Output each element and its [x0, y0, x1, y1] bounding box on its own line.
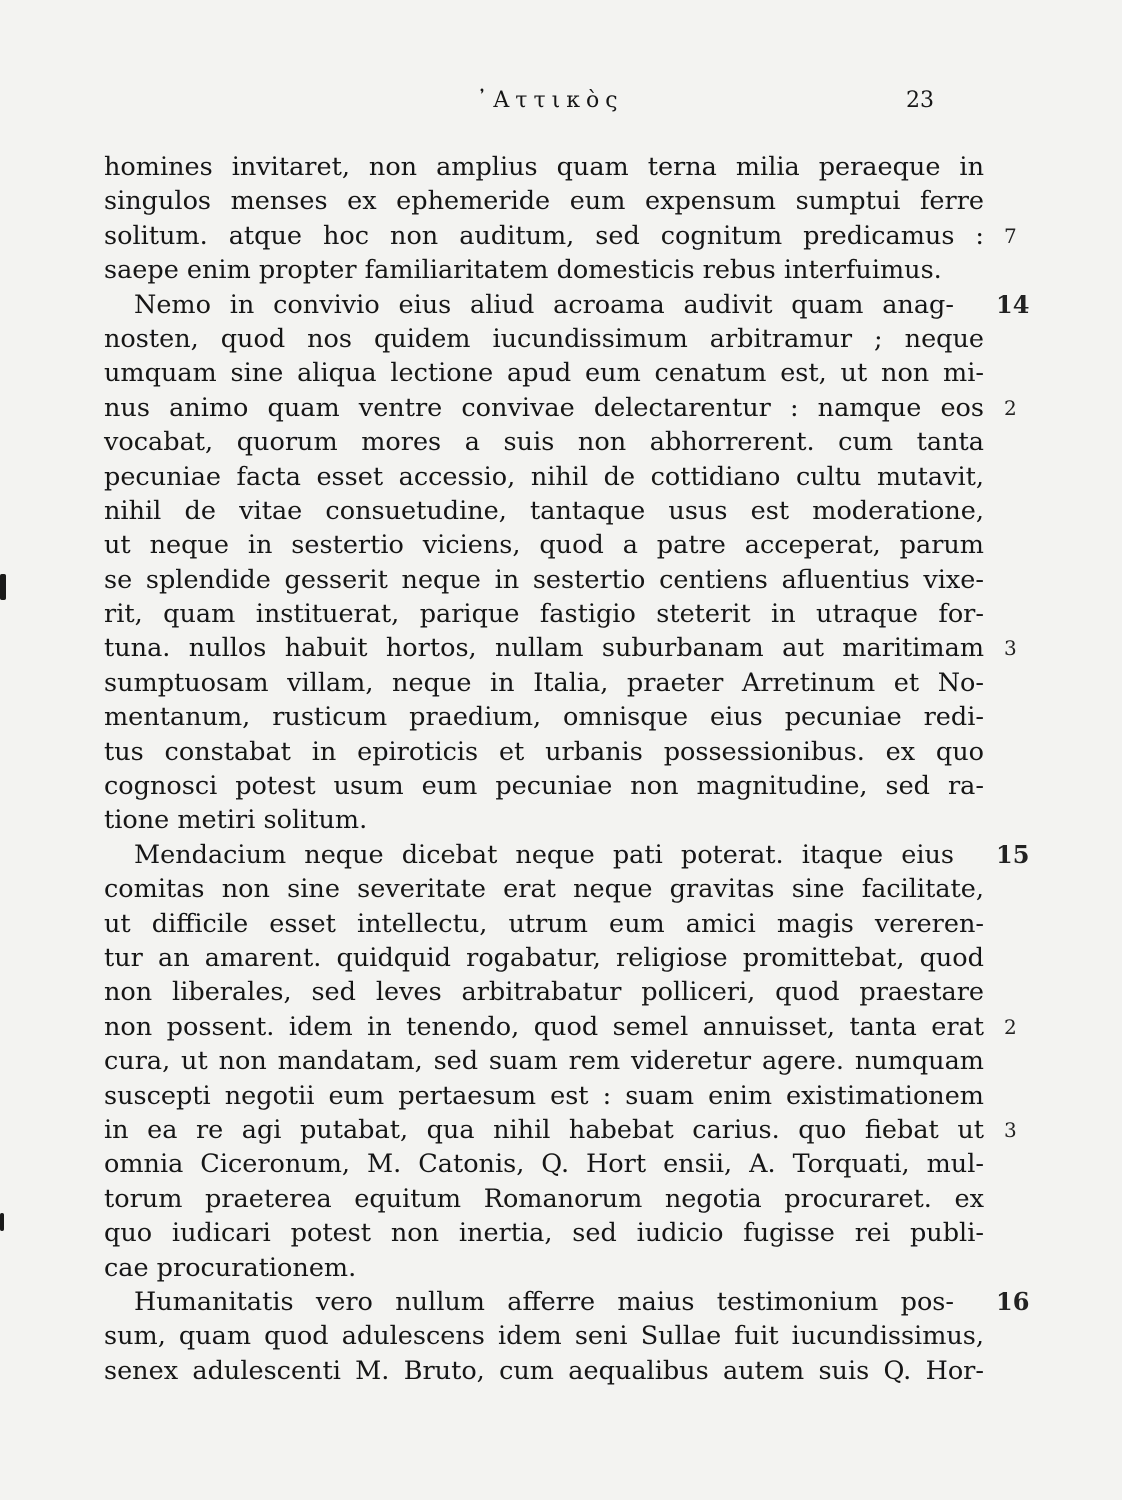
- line-text: vocabat, quorum mores a suis non abhorrerent. cum tanta: [104, 427, 984, 458]
- line-text: Nemo in convivio eius aliud acroama audivit quam anag-: [134, 289, 954, 320]
- line-text: tuna. nullos habuit hortos, nullam suburbanam aut maritimam: [104, 633, 984, 664]
- text-line: [104, 666, 984, 700]
- line-text: Mendacium neque dicebat neque pati poterat. itaque eius: [134, 839, 954, 870]
- line-text: non possent. idem in tenendo, quod semel annuisset, tanta erat: [104, 1011, 984, 1042]
- line-text: ut neque in sestertio viciens, quod a patre acceperat, parum: [104, 530, 984, 561]
- line-text: ut difficile esset intellectu, utrum eum amici magis vereren-: [104, 908, 984, 939]
- line-text: non liberales, sed leves arbitrabatur polliceri, quod praestare: [104, 977, 984, 1008]
- text-line: [104, 1044, 984, 1078]
- text-line: [104, 288, 1030, 322]
- line-text: cognosci potest usum eum pecuniae non magnitudine, sed ra-: [104, 771, 984, 802]
- text-line: [104, 322, 984, 356]
- text-line: [104, 184, 984, 218]
- text-line: [104, 219, 1017, 253]
- line-text: comitas non sine severitate erat neque gravitas sine facilitate,: [104, 874, 984, 905]
- text-line: [104, 356, 984, 390]
- section-number: 2: [1004, 395, 1017, 420]
- text-line: [104, 838, 1030, 872]
- text-line: [104, 1251, 984, 1285]
- line-text: se splendide gesserit neque in sestertio centiens afluentius vixe-: [104, 564, 984, 595]
- line-text: homines invitaret, non amplius quam terna milia peraeque in: [104, 152, 984, 182]
- line-text: singulos menses ex ephemeride eum expensum sumptui ferre: [104, 186, 984, 217]
- text-line: [104, 597, 984, 631]
- line-text: cae procurationem.: [104, 1252, 357, 1283]
- line-text: rit, quam instituerat, parique fastigio steterit in utraque for-: [104, 599, 984, 630]
- chapter-number: 14: [996, 289, 1030, 319]
- text-line: [104, 494, 984, 528]
- section-number: 3: [1004, 1117, 1017, 1142]
- line-text: nosten, quod nos quidem iucundissimum arbitramur ; neque: [104, 323, 984, 354]
- text-line: [104, 631, 1017, 665]
- line-text: sumptuosam villam, neque in Italia, praeter Arretinum et No-: [104, 667, 984, 698]
- running-title: ᾿Αττικὸς: [476, 88, 624, 113]
- text-line: [104, 1285, 1030, 1319]
- binding-edge-mark: [0, 1213, 4, 1231]
- text-line: [104, 735, 984, 769]
- text-line: [104, 1182, 984, 1216]
- line-text: saepe enim propter familiaritatem domesticis rebus interfuimus.: [104, 255, 942, 286]
- text-line: [104, 150, 984, 184]
- section-number: 7: [1004, 223, 1017, 248]
- line-text: mentanum, rusticum praedium, omnisque eius pecuniae redi-: [104, 702, 984, 733]
- chapter-number: 15: [996, 839, 1030, 869]
- text-line: [104, 1079, 984, 1113]
- text-line: [104, 803, 984, 837]
- text-line: [104, 769, 984, 803]
- page-number: 23: [906, 88, 934, 113]
- line-text: tur an amarent. quidquid rogabatur, religiose promittebat, quod: [104, 942, 984, 973]
- text-line: [104, 1113, 1017, 1147]
- line-text: umquam sine aliqua lectione apud eum cenatum est, ut non mi-: [104, 358, 984, 389]
- line-text: tus constabat in epiroticis et urbanis possessionibus. ex quo: [104, 736, 984, 767]
- line-text: cura, ut non mandatam, sed suam rem videretur agere. numquam: [104, 1046, 984, 1077]
- text-line: [104, 1354, 984, 1388]
- line-text: pecuniae facta esset accessio, nihil de cottidiano cultu mutavit,: [104, 461, 984, 492]
- text-line: [104, 1319, 984, 1353]
- line-text: Humanitatis vero nullum afferre maius testimonium pos-: [134, 1286, 954, 1317]
- section-number: 3: [1004, 636, 1017, 661]
- text-line: [104, 528, 984, 562]
- line-text: suscepti negotii eum pertaesum est : suam enim existimationem: [104, 1080, 984, 1111]
- binding-edge-mark: [0, 574, 6, 600]
- section-number: 2: [1004, 1014, 1017, 1039]
- line-text: nihil de vitae consuetudine, tantaque usus est moderatione,: [104, 495, 984, 526]
- latin-text-body: [104, 150, 1030, 1388]
- text-line: [104, 1216, 984, 1250]
- text-line: [104, 253, 984, 287]
- line-text: tione metiri solitum.: [104, 805, 368, 836]
- line-text: nus animo quam ventre convivae delectarentur : namque eos: [104, 392, 984, 423]
- text-line: [104, 460, 984, 494]
- line-text: omnia Ciceronum, M. Catonis, Q. Hort ensii, A. Torquati, mul-: [104, 1149, 984, 1180]
- text-line: [104, 907, 984, 941]
- text-line: [104, 563, 984, 597]
- text-line: [104, 975, 984, 1009]
- text-line: [104, 872, 984, 906]
- text-line: [104, 700, 984, 734]
- text-line: [104, 941, 984, 975]
- line-text: in ea re agi putabat, qua nihil habebat carius. quo fiebat ut: [104, 1114, 984, 1145]
- line-text: torum praeterea equitum Romanorum negotia procuraret. ex: [104, 1183, 984, 1214]
- text-line: [104, 391, 1017, 425]
- text-line: [104, 1147, 984, 1181]
- line-text: senex adulescenti M. Bruto, cum aequalibus autem suis Q. Hor-: [104, 1355, 984, 1386]
- text-line: [104, 425, 984, 459]
- line-text: solitum. atque hoc non auditum, sed cognitum predicamus :: [104, 220, 984, 251]
- text-line: [104, 1010, 1017, 1044]
- chapter-number: 16: [996, 1286, 1030, 1316]
- line-text: sum, quam quod adulescens idem seni Sullae fuit iucundissimus,: [104, 1321, 984, 1352]
- line-text: quo iudicari potest non inertia, sed iudicio fugisse rei publi-: [104, 1218, 984, 1249]
